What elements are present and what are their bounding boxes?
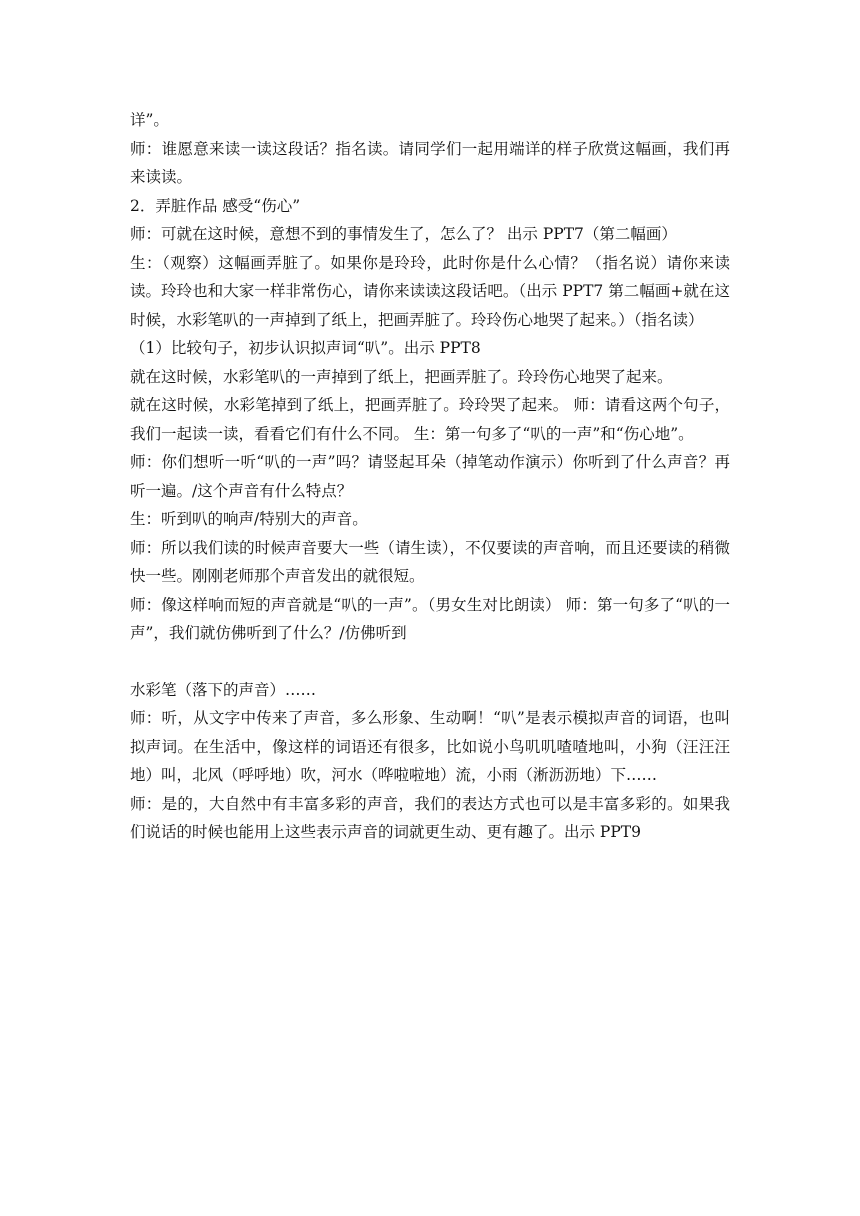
paragraph: 就在这时候，水彩笔掉到了纸上，把画弄脏了。玲玲哭了起来。 师：请看这两个句子，我们一起读一读，看看它们有什么不同。 生：第一句多了“叭的一声”和“伤心地”。 [130,396,730,443]
document-body [130,106,730,847]
paragraph: 师：你们想听一听“叭的一声”吗？请竖起耳朵（掉笔动作演示）你听到了什么声音？再听一遍。/这个声音有什么特点？ [130,453,730,500]
subsection-heading: （1）比较句子，初步认识拟声词“叭”。出示 PPT8 [130,339,481,357]
paragraph: 生：听到叭的响声/特别大的声音。 [130,510,368,528]
paragraph: 生：（观察）这幅画弄脏了。如果你是玲玲，此时你是什么心情？（指名说）请你来读读。玲玲也和大家一样非常伤心，请你来读读这段话吧。（出示 PPT7 第二幅画+就在这时候，水彩笔叭的一声掉到了纸上，把画弄脏了。玲玲伤心地哭了起来。）（指名读） [130,253,730,329]
paragraph: 师：谁愿意来读一读这段话？指名读。请同学们一起用端详的样子欣赏这幅画，我们再来读读。 [130,139,730,186]
paragraph: 师：像这样响而短的声音就是“叭的一声”。（男女生对比朗读） 师：第一句多了“叭的一声”，我们就仿佛听到了什么？/仿佛听到 [130,595,730,642]
paragraph: 师：可就在这时候，意想不到的事情发生了，怎么了？ 出示 PPT7（第二幅画） [130,225,677,243]
paragraph: 师：所以我们读的时候声音要大一些（请生读），不仅要读的声音响，而且还要读的稍微快一些。刚刚老师那个声音发出的就很短。 [130,538,730,585]
section-heading: 2．弄脏作品 感受“伤心” [130,196,301,215]
example-sentence: 就在这时候，水彩笔叭的一声掉到了纸上，把画弄脏了。玲玲伤心地哭了起来。 [130,367,673,386]
paragraph-gap [130,648,730,676]
paragraph: 详”。 [130,111,169,129]
paragraph: 师：听，从文字中传来了声音，多么形象、生动啊！“叭”是表示模拟声音的词语，也叫拟声词。在生活中，像这样的词语还有很多，比如说小鸟叽叽喳喳地叫，小狗（汪汪汪地）叫，北风（呼呼地）吹，河水（哗啦啦地）流，小雨（淅沥沥地）下…… [130,709,730,784]
paragraph: 水彩笔（落下的声音）…… [130,680,317,699]
paragraph: 师：是的，大自然中有丰富多彩的声音，我们的表达方式也可以是丰富多彩的。如果我们说话的时候也能用上这些表示声音的词就更生动、更有趣了。出示 PPT9 [130,794,730,841]
